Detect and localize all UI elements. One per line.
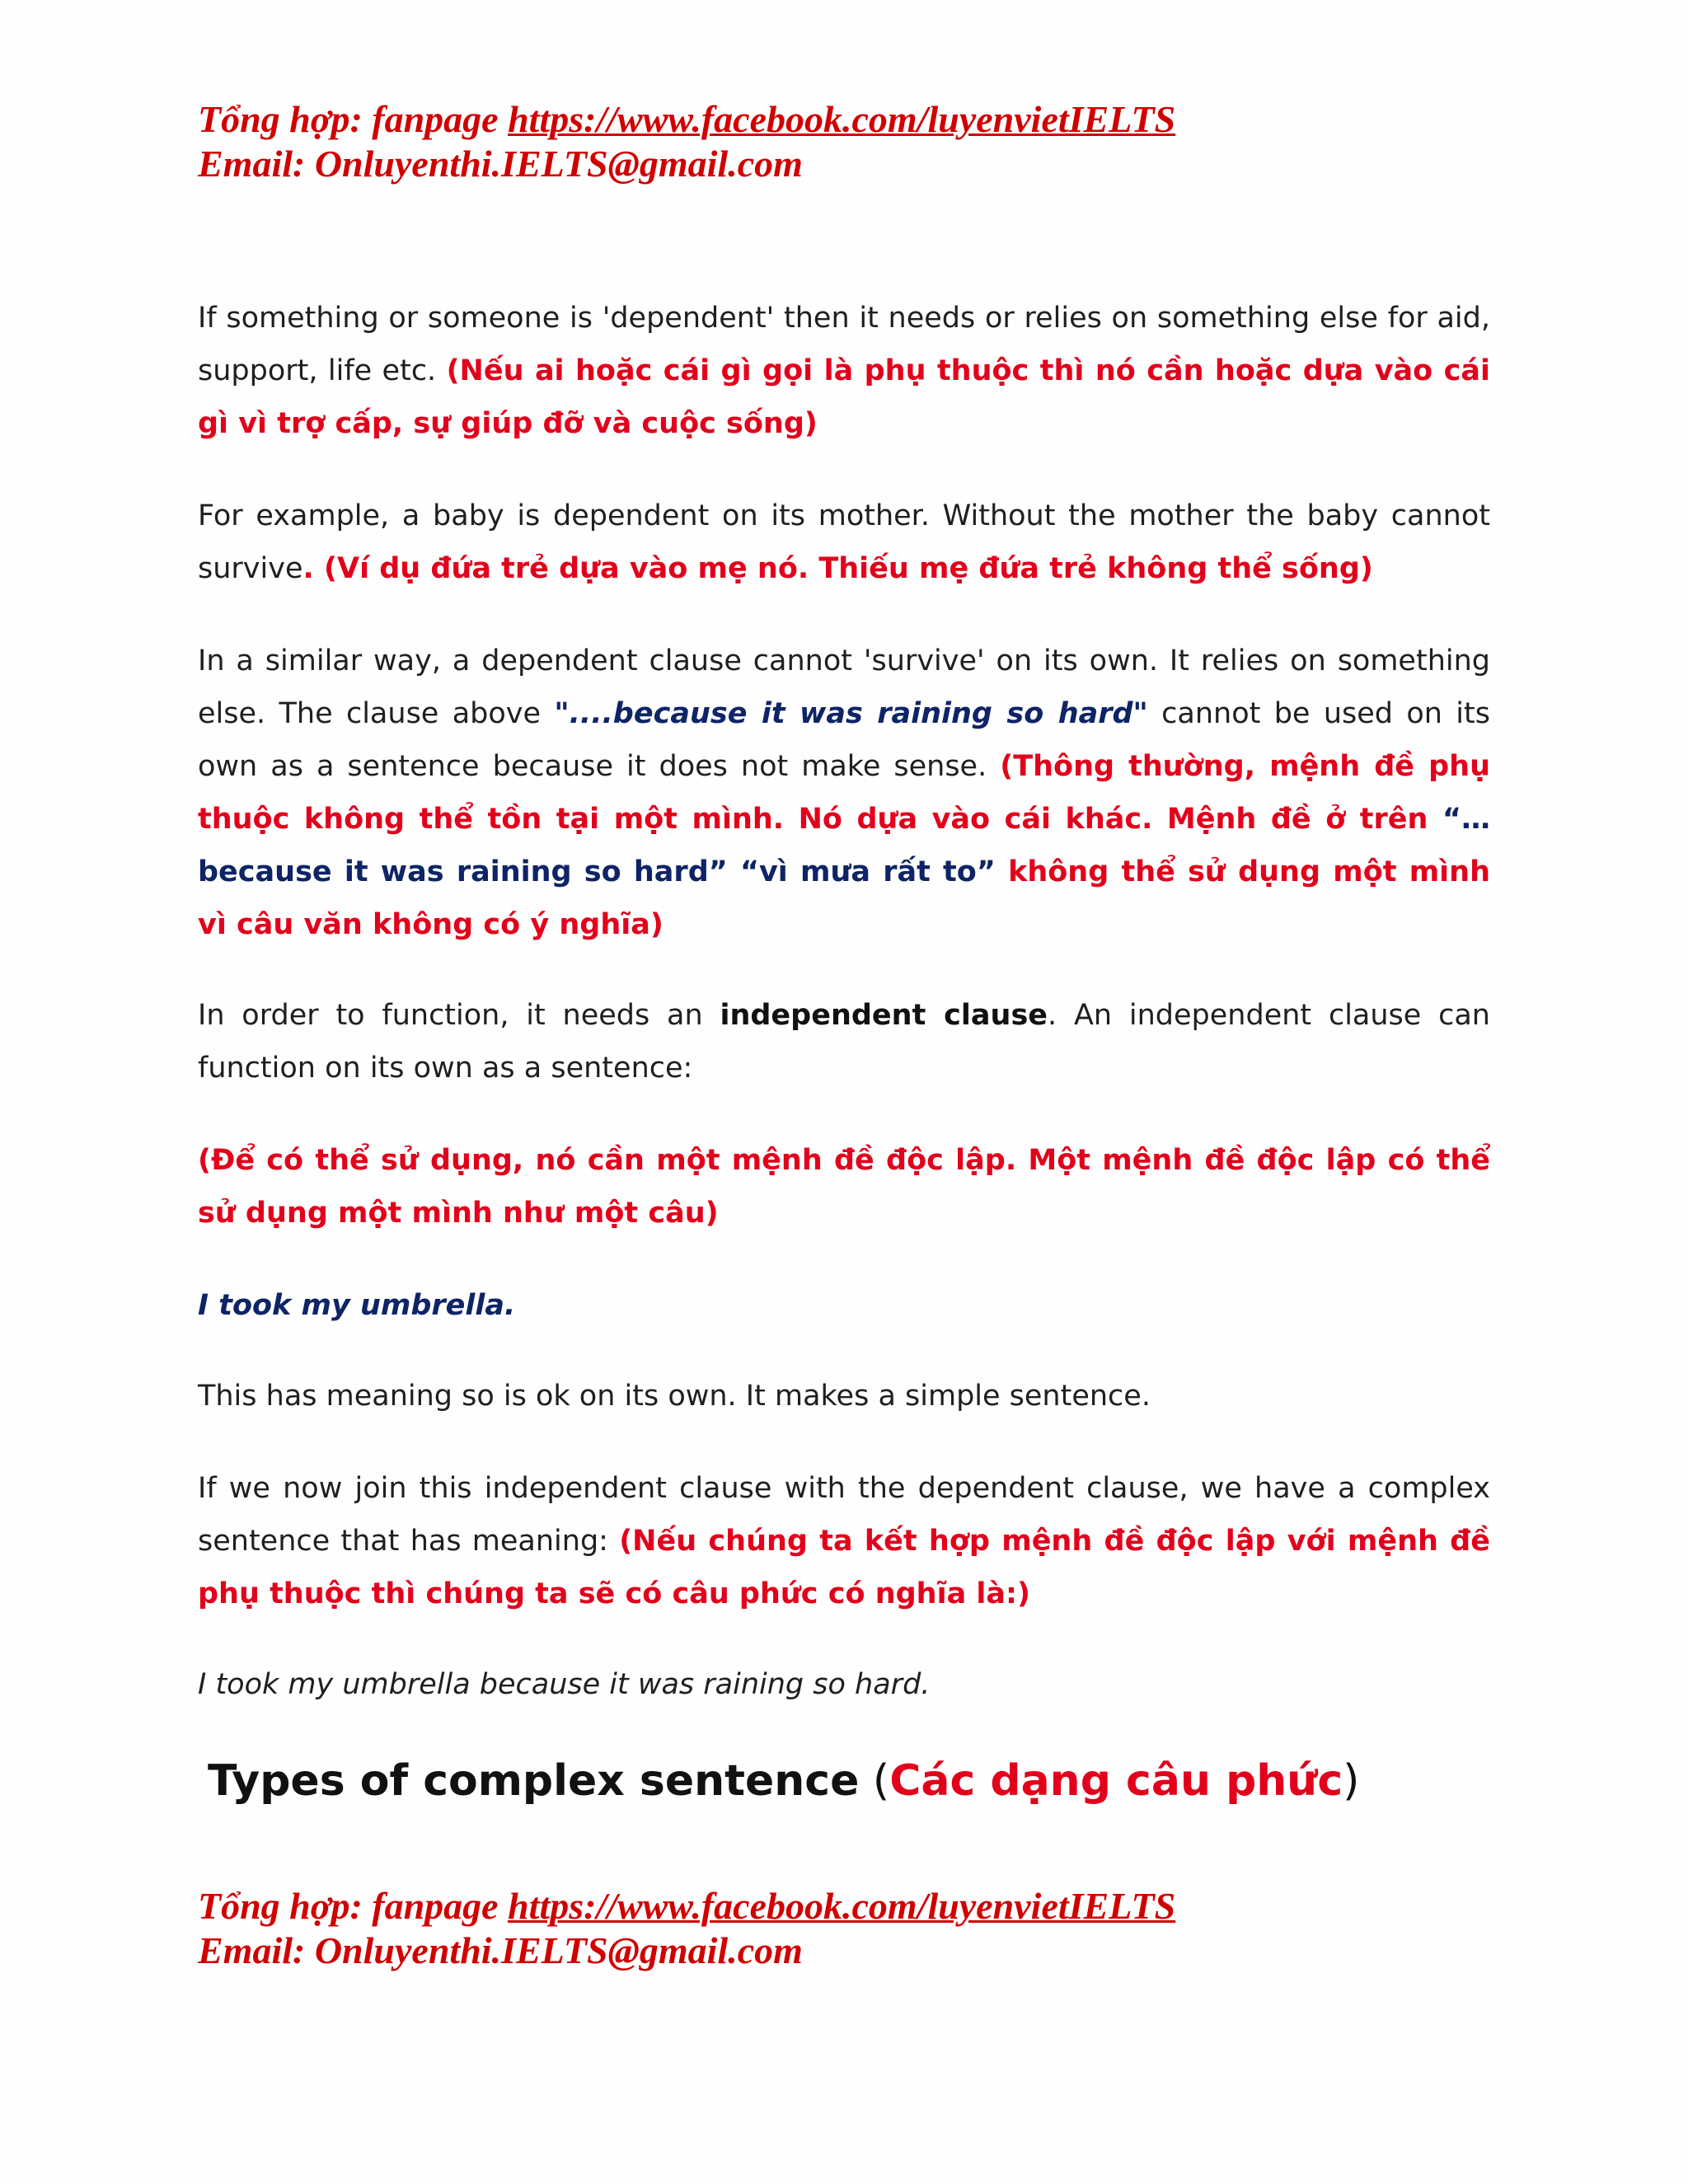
example-complex-sentence: I took my umbrella because it was raining so hard. (198, 1668, 931, 1701)
header-bottom-email: Email: Onluyenthi.IELTS@gmail.com (198, 1929, 803, 1971)
example-simple-sentence (198, 1279, 1490, 1332)
paragraph-dependent-clause-vn1: (Thông thường, mệnh đề phụ thuộc không thể tồn tại một mình. Nó dựa vào cái khác. Mệnh đề ở trên (198, 750, 1490, 836)
header-top-line1 (198, 97, 1175, 142)
paragraph-definition-en: If something or someone is 'dependent' then it needs or relies on something else for aid, support, life etc. (198, 302, 1490, 387)
paragraph-dependent-clause-en1: In a similar way, a dependent clause cannot 'survive' on its own. It relies on something else. The clause above (198, 644, 1490, 730)
paragraph-independent-clause (198, 989, 1490, 1094)
paragraph-independent-clause-en1: In order to function, it needs an (198, 999, 720, 1032)
paragraph-example-baby-en: For example, a baby is dependent on its mother. Without the mother the baby cannot survive (198, 499, 1490, 585)
clause-quote-vn: “…because it was raining so hard” “vì mưa rất to” (198, 803, 1490, 888)
paragraph-independent-clause-en2: . An independent clause can function on its own as a sentence: (198, 999, 1490, 1085)
clause-quote: "....because it was raining so hard" (554, 697, 1148, 730)
paragraph-dependent-clause (198, 635, 1490, 951)
section-heading-open: ( (859, 1756, 890, 1806)
paragraph-independent-clause-vn (198, 1134, 1490, 1240)
paragraph-dependent-clause-vn2: không thể sử dụng một mình vì câu văn không có ý nghĩa) (198, 855, 1490, 941)
paragraph-complex-sentence-en: If we now join this independent clause with the dependent clause, we have a complex sentence that has meaning: (198, 1472, 1490, 1558)
fanpage-link-bottom[interactable]: https://www.facebook.com/luyenvietIELTS (508, 1885, 1176, 1927)
section-heading (208, 1752, 1359, 1810)
paragraph-definition (198, 292, 1490, 450)
fanpage-link[interactable]: https://www.facebook.com/luyenvietIELTS (508, 98, 1176, 140)
header-bottom (198, 1884, 1175, 1973)
paragraph-independent-clause-vn-text: (Để có thể sử dụng, nó cần một mệnh đề độc lập. Một mệnh đề độc lập có thể sử dụng một mình như một câu) (198, 1144, 1490, 1230)
paragraph-complex-sentence-vn: (Nếu chúng ta kết hợp mệnh đề độc lập với mệnh đề phụ thuộc thì chúng ta sẽ có câu phức có nghĩa là:) (198, 1525, 1490, 1610)
section-heading-en: Types of complex sentence (208, 1756, 860, 1806)
header-top (198, 97, 1175, 186)
header-top-email: Email: Onluyenthi.IELTS@gmail.com (198, 143, 803, 185)
independent-clause-term: independent clause (720, 999, 1048, 1032)
header-bottom-prefix: Tổng hợp: fanpage (198, 1885, 509, 1927)
paragraph-simple-sentence-note: This has meaning so is ok on its own. It makes a simple sentence. (198, 1380, 1151, 1413)
section-heading-close: ) (1343, 1756, 1360, 1806)
paragraph-dependent-clause-en2: cannot be used on its own as a sentence because it does not make sense. (198, 697, 1490, 783)
header-top-prefix: Tổng hợp: fanpage (198, 98, 509, 140)
example-simple-sentence-text: I took my umbrella. (198, 1289, 516, 1322)
paragraph-complex-sentence (198, 1462, 1490, 1620)
section-heading-vn: Các dạng câu phức (889, 1756, 1343, 1806)
paragraph-example-baby-vn: . (Ví dụ đứa trẻ dựa vào mẹ nó. Thiếu mẹ đứa trẻ không thể sống) (302, 552, 1373, 585)
paragraph-example-baby (198, 490, 1490, 595)
header-bottom-line1 (198, 1884, 1175, 1929)
paragraph-definition-vn: (Nếu ai hoặc cái gì gọi là phụ thuộc thì nó cần hoặc dựa vào cái gì vì trợ cấp, sự giúp đỡ và cuộc sống) (198, 354, 1490, 440)
